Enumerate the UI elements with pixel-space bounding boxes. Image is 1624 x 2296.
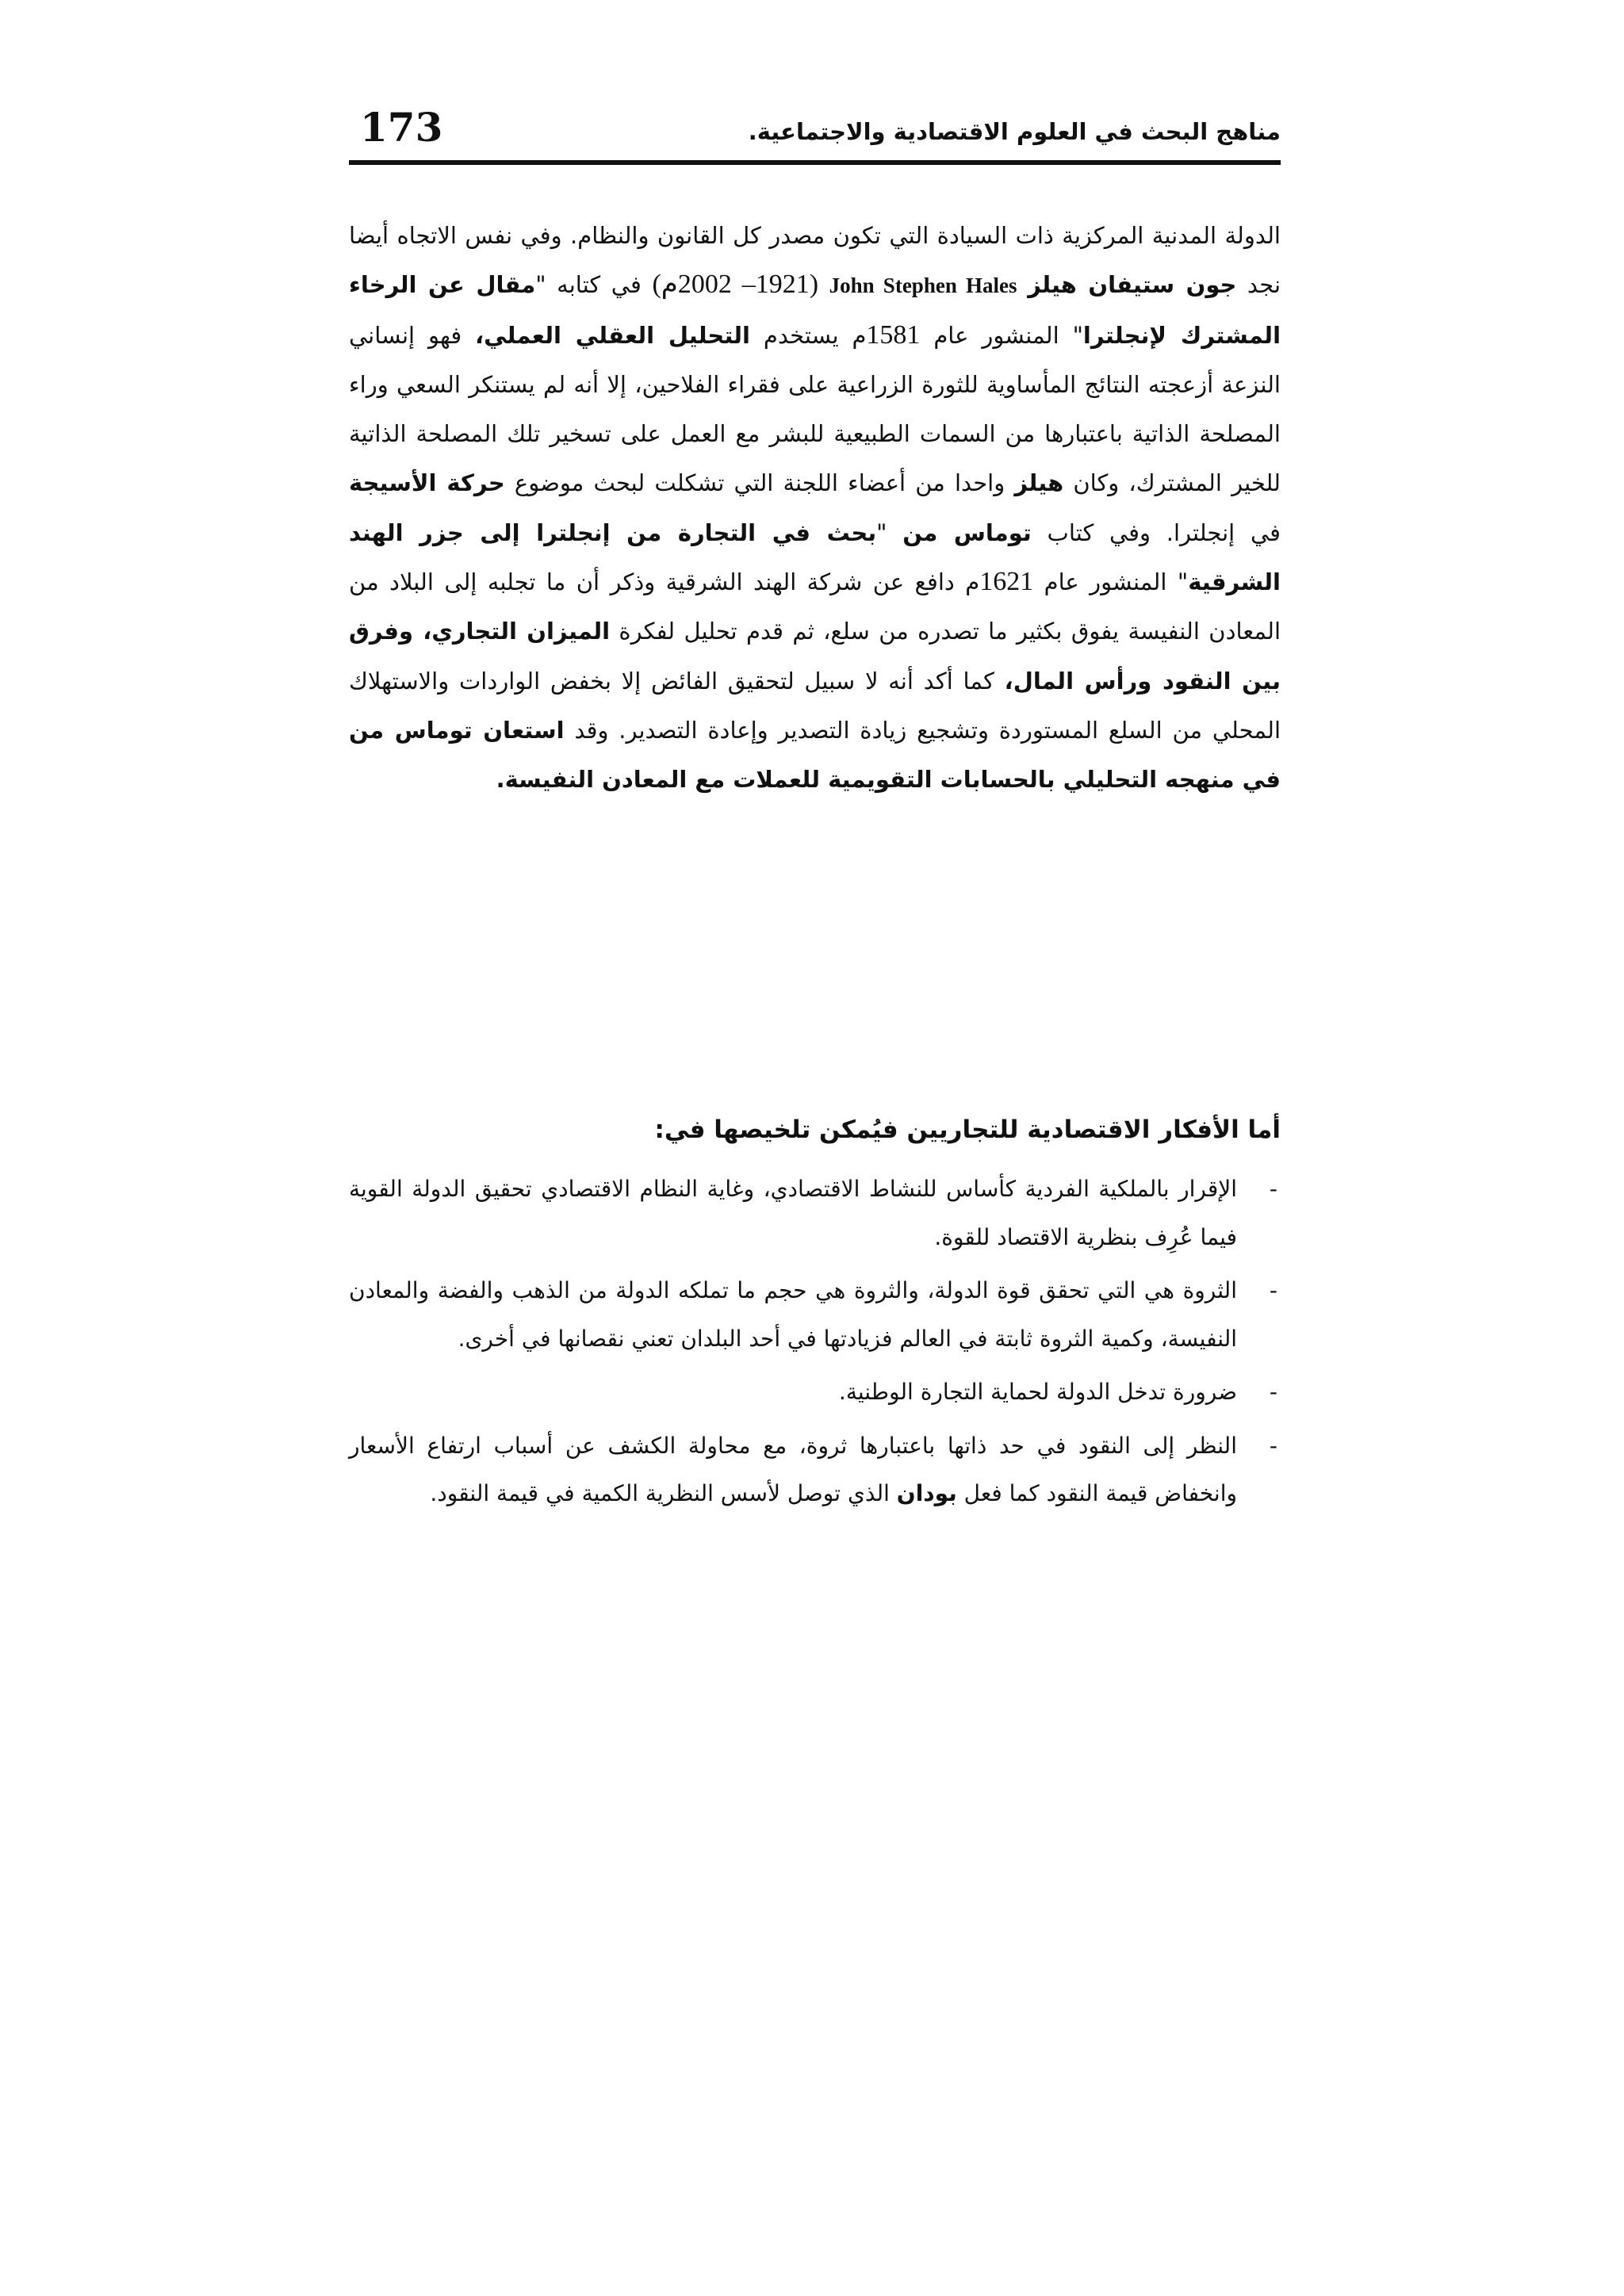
bullet-dash: - — [1269, 1277, 1277, 1303]
list-item — [349, 1422, 1281, 1518]
text-run: " المنشور عام — [1033, 568, 1189, 596]
person-name-hales-short: هيلز — [1014, 469, 1064, 497]
list-item-text: الإقرار بالملكية الفردية كأساس للنشاط الاقتصادي، وغاية النظام الاقتصادي تحقيق الدولة القوية فيما عُرِف بنظرية الاقتصاد للقوة. — [349, 1176, 1237, 1250]
bullet-dash: - — [1269, 1379, 1277, 1405]
list-item-text: ضرورة تدخل الدولة لحماية التجارة الوطنية. — [838, 1379, 1237, 1405]
list-item — [349, 1368, 1281, 1417]
list-item-text: الذي توصل لأسس النظرية الكمية في قيمة النقود. — [430, 1480, 897, 1506]
list-item-text: الثروة هي التي تحقق قوة الدولة، والثروة هي حجم ما تملكه الدولة من الذهب والفضة والمعادن النفيسة، وكمية الثروة ثابتة في العالم فزيادتها في أحد البلدان تعني نقصانها في أخرى. — [349, 1277, 1237, 1352]
book-title-mun: بحث في التجارة من إنجلترا إلى جزر الهند الشرقية — [349, 519, 1281, 596]
text-run: كما أكد أنه لا سبيل لتحقيق الفائض إلا بخفض الواردات والاستهلاك المحلي من السلع المستوردة وتشجيع زيادة التصدير وإعادة التصدير. وقد — [349, 667, 1281, 744]
section-heading: أما الأفكار الاقتصادية للتجاريين فيُمكن تلخيصها في: — [654, 1115, 1281, 1144]
text-run: م يستخدم — [750, 321, 867, 349]
text-run: " المنشور عام — [920, 321, 1083, 349]
life-dates: (1921– 2002م) — [652, 270, 819, 300]
text-run: فهو إنساني النزعة أزعجته النتائج المأساوية للثورة الزراعية على فقراء الفلاحين، إلا أنه لم يستنكر السعي وراء المصلحة الذاتية باعتبارها من السمات الطبيعية للبشر مع العمل على تسخير تلك المصلحة الذاتية للخير المشترك، وكان — [349, 321, 1281, 497]
bullet-dash: - — [1269, 1432, 1277, 1459]
bullet-list — [349, 1165, 1281, 1524]
text-run: " — [876, 519, 903, 546]
emphasis-trade-balance: الميزان التجاري، وفرق بين النقود ورأس المال، — [349, 618, 1281, 695]
emphasis-conclusion: استعان توماس من في منهجه التحليلي بالحسابات التقويمية للعملات مع المعادن النفيسة. — [349, 716, 1281, 794]
list-item-text: النظر إلى النقود في حد ذاتها باعتبارها ثروة، مع محاولة الكشف عن أسباب ارتفاع الأسعار وانخفاض قيمة النقود كما فعل — [349, 1432, 1237, 1506]
text-run: واحدا من أعضاء اللجنة التي تشكلت لبحث موضوع — [504, 469, 1015, 497]
running-title: مناهج البحث في العلوم الاقتصادية والاجتماعية. — [748, 118, 1281, 145]
year-1581: 1581 — [866, 320, 921, 350]
list-item — [349, 1165, 1281, 1261]
text-run: م دافع عن شركة الهند الشرقية وذكر أن ما تجلبه إلى البلاد من المعادن النفيسة يفوق بكثير ما تصدره من سلع، ثم قدم تحليل لفكرة — [349, 568, 1281, 645]
latin-name: John Stephen Hales — [829, 274, 1017, 298]
emphasis-enclosure-movement: حركة الأسيجة — [349, 469, 505, 497]
text-run: في إنجلترا. وفي كتاب — [1031, 519, 1281, 546]
paragraph-text — [349, 211, 1281, 805]
bullet-dash: - — [1269, 1176, 1277, 1202]
book-title-hales: مقال عن الرخاء المشترك لإنجلترا — [349, 271, 1281, 349]
page-number: 173 — [360, 104, 443, 151]
person-name-mun: توماس من — [902, 519, 1032, 546]
list-item — [349, 1267, 1281, 1363]
emphasis-analysis: التحليل العقلي العملي، — [475, 321, 750, 349]
year-1621: 1621 — [979, 567, 1034, 597]
text-run: الدولة المدنية المركزية ذات السيادة التي تكون مصدر كل القانون والنظام. وفي نفس الاتجاه أيضا نجد — [349, 222, 1281, 299]
person-name-hales: جون ستيفان هيلز — [1028, 271, 1237, 299]
main-paragraph — [349, 211, 1281, 805]
person-name-bodin: بودان — [896, 1480, 957, 1506]
page-header — [349, 101, 1281, 165]
text-run: في كتابه " — [535, 271, 653, 299]
